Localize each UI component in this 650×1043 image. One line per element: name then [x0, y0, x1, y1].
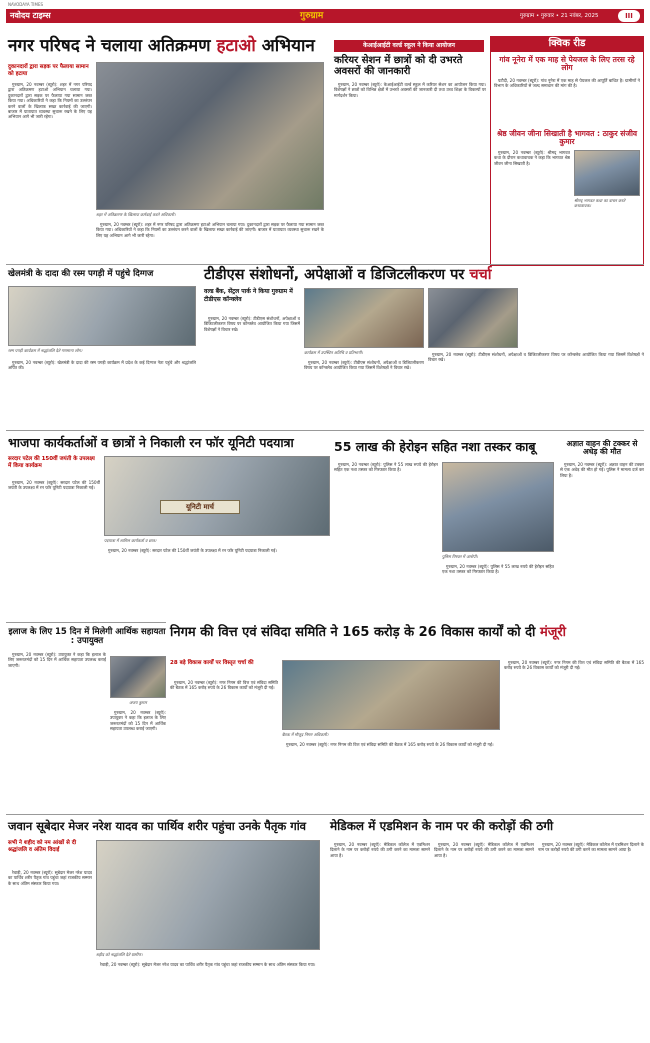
divider-2 [6, 430, 644, 431]
story5-caption: पदयात्रा में शामिल कार्यकर्ता व छात्र। [104, 538, 157, 543]
story3-text: गुरुग्राम, 20 नवम्बर (ब्यूरो): खेलमंत्री के दादा की रस्म पगड़ी कार्यक्रम में प्रदेश के कई दिग्गज नेता पहुंचे और श्रद्धांजलि अर्पित की। [8, 360, 196, 371]
story1-photo [96, 62, 324, 210]
page-number: III [618, 10, 640, 22]
divider-3 [6, 622, 166, 623]
quickread-label: क्विक रीड [490, 36, 644, 52]
story9-subhead: 28 बड़े विकास कार्यों पर विस्तृत चर्चा की [170, 660, 254, 666]
story4-subhead: वल्ड बैंक, सेंट्रल पार्क ने किया गुरुग्राम में टीडीएस कॉन्क्लेव [204, 288, 293, 303]
story9-headline-text: निगम की वित्त एवं संविदा समिति ने 165 करोड़ के 26 विकास कार्यों को दी [170, 625, 536, 640]
story8-text-2: गुरुग्राम, 20 नवम्बर (ब्यूरो): उपायुक्त ने कहा कि इलाज के लिए जरूरतमंदों को 15 दिन में आर्थिक सहायता उपलब्ध कराई जाएगी। [110, 710, 166, 732]
story1-headline-text: नगर परिषद ने चलाया अतिक्रमण [8, 36, 217, 56]
story10-text-2: रेवाड़ी, 20 नवम्बर (ब्यूरो): सूबेदार मेजर नरेश यादव का पार्थिव शरीर पैतृक गांव पहुंचा जहां राजकीय सम्मान के साथ अंतिम संस्कार किया गया। [100, 962, 316, 967]
story5-banner: यूनिटी मार्च [160, 500, 240, 514]
story11-text-3: गुरुग्राम, 20 नवम्बर (ब्यूरो): मेडिकल कॉलेज में एडमिशन दिलाने के नाम पर करोड़ों रुपये की ठगी करने का मामला सामने आया है। [538, 842, 644, 853]
story1-text-cont: गुरुग्राम, 20 नवम्बर (ब्यूरो): शहर में नगर परिषद द्वारा अतिक्रमण हटाओ अभियान चलाया गया। दुकानदारों द्वारा सड़क पर फैलाया गया सामान जब्त किया गया। अधिकारियों ने कहा कि नियमों का उल्लंघन करने वालों के खिलाफ सख्त कार्रवाई की जाएगी। बाजार में यातायात व्यवस्था सुचारू रखने के लिए यह अभियान आगे भी जारी रहेगा। [96, 222, 324, 238]
story10-subhead: सभी ने शहीद को नम आंखों से दी श्रद्धांजलि व अंतिम विदाई [8, 840, 77, 853]
story8-caption: अजय कुमार [129, 700, 147, 705]
story1-text: गुरुग्राम, 20 नवम्बर (ब्यूरो): शहर में नगर परिषद द्वारा अतिक्रमण हटाओ अभियान चलाया गया। दुकानदारों द्वारा सड़क पर फैलाया गया सामान जब्त किया गया। अधिकारियों ने कहा कि नियमों का उल्लंघन करने वालों के खिलाफ सख्त कार्रवाई की जाएगी। बाजार में यातायात व्यवस्था सुचारू रखने के लिए यह अभियान आगे भी जारी रहेगा। [8, 82, 92, 120]
story1-headline-rest: अभियान [255, 36, 315, 56]
story4-headline-red: चर्चा [469, 267, 492, 283]
story10-photo [96, 840, 320, 950]
story6-text-2: गुरुग्राम, 20 नवम्बर (ब्यूरो): पुलिस ने 55 लाख रुपये की हेरोइन सहित एक नशा तस्कर को गिरफ्तार किया है। [442, 564, 554, 575]
story3-caption: रस्म पगड़ी कार्यक्रम में श्रद्धांजलि देते गणमान्य लोग। [8, 348, 83, 353]
story2-text: गुरुग्राम, 20 नवम्बर (ब्यूरो): केआईआईटी वर्ल्ड स्कूल में करियर सेशन का आयोजन किया गया। विशेषज्ञों ने छात्रों को विभिन्न क्षेत्रों में उभरते अवसरों की जानकारी दी तथा उच्च शिक्षा के विकल्पों पर मार्गदर्शन किया। [334, 82, 486, 98]
story4-photo-2 [428, 288, 518, 348]
story9-photo [282, 660, 500, 730]
story5-text-2: गुरुग्राम, 20 नवम्बर (ब्यूरो): सरदार पटेल की 150वीं जयंती के उपलक्ष्य में रन फॉर यूनिटी पदयात्रा निकाली गई। [108, 548, 277, 553]
quickread-item2-text: गुरुग्राम, 20 नवम्बर (ब्यूरो): श्रीमद् भागवत कथा के दौरान कथावाचक ने कहा कि भागवत श्रेष्ठ जीवन जीना सिखाती है। [494, 150, 570, 166]
story11-text-2: गुरुग्राम, 20 नवम्बर (ब्यूरो): मेडिकल कॉलेज में एडमिशन दिलाने के नाम पर करोड़ों रुपये की ठगी करने का मामला सामने आया है। [434, 842, 534, 858]
story4-caption: कार्यक्रम में उपस्थित अतिथि व प्रतिभागी। [304, 350, 363, 355]
story4-text-2: गुरुग्राम, 20 नवम्बर (ब्यूरो): टीडीएस संशोधनों, अपेक्षाओं व डिजिटलीकरण विषय पर कॉन्क्लेव आयोजित किया गया जिसमें विशेषज्ञों ने विचार रखे। [304, 360, 424, 371]
story9-text: गुरुग्राम, 20 नवम्बर (ब्यूरो): नगर निगम की वित्त एवं संविदा समिति की बैठक में 165 करोड़ रुपये के 26 विकास कार्यों को मंजूरी दी गई। [170, 680, 278, 691]
story6-text: गुरुग्राम, 20 नवम्बर (ब्यूरो): पुलिस ने 55 लाख रुपये की हेरोइन सहित एक नशा तस्कर को गिरफ्तार किया है। [334, 462, 438, 473]
story9-text-3: गुरुग्राम, 20 नवम्बर (ब्यूरो): नगर निगम की वित्त एवं संविदा समिति की बैठक में 165 करोड़ रुपये के 26 विकास कार्यों को मंजूरी दी गई। [504, 660, 644, 671]
story4-text: गुरुग्राम, 20 नवम्बर (ब्यूरो): टीडीएस संशोधनों, अपेक्षाओं व डिजिटलीकरण विषय पर कॉन्क्लेव आयोजित किया गया जिसमें विशेषज्ञों ने विचार रखे। [204, 316, 300, 332]
quickread-item1-text: पटौदी, 20 नवम्बर (ब्यूरो): गांव नूनेरा में एक माह से पेयजल की आपूर्ति बाधित है। ग्रामीणों ने विभाग के अधिकारियों से जल्द समाधान की मांग की है। [494, 78, 640, 89]
divider-1 [6, 264, 644, 265]
story7-text: गुरुग्राम, 20 नवम्बर (ब्यूरो): अज्ञात वाहन की टक्कर से एक अधेड़ की मौत हो गई। पुलिस ने मामला दर्ज कर लिया है। [560, 462, 644, 478]
story10-text: रेवाड़ी, 20 नवम्बर (ब्यूरो): सूबेदार मेजर नरेश यादव का पार्थिव शरीर पैतृक गांव पहुंचा जहां राजकीय सम्मान के साथ अंतिम संस्कार किया गया। [8, 870, 92, 886]
story4-photo [304, 288, 424, 348]
story8-text: गुरुग्राम, 20 नवम्बर (ब्यूरो): उपायुक्त ने कहा कि इलाज के लिए जरूरतमंदों को 15 दिन में आर्थिक सहायता उपलब्ध कराई जाएगी। [8, 652, 106, 668]
story1-caption: शहर में अतिक्रमण के खिलाफ कार्रवाई करते अधिकारी। [96, 212, 176, 217]
story9-headline [170, 626, 644, 640]
story1-headline [8, 38, 323, 56]
story7-headline: अज्ञात वाहन की टक्कर से अधेड़ की मौत [566, 439, 638, 456]
story11-headline: मेडिकल में एडमिशन के नाम पर की करोड़ों की ठगी [330, 819, 554, 833]
date-line: गुरुग्राम • गुरुवार • 21 नवंबर, 2025 [520, 13, 599, 19]
story11-text: गुरुग्राम, 20 नवम्बर (ब्यूरो): मेडिकल कॉलेज में एडमिशन दिलाने के नाम पर करोड़ों रुपये की ठगी करने का मामला सामने आया है। [330, 842, 430, 858]
story8-photo [110, 656, 166, 698]
story4-text-3: गुरुग्राम, 20 नवम्बर (ब्यूरो): टीडीएस संशोधनों, अपेक्षाओं व डिजिटलीकरण विषय पर कॉन्क्लेव आयोजित किया गया जिसमें विशेषज्ञों ने विचार रखे। [428, 352, 644, 363]
story5-photo [104, 456, 330, 536]
story5-text: गुरुग्राम, 20 नवम्बर (ब्यूरो): सरदार पटेल की 150वीं जयंती के उपलक्ष्य में रन फॉर यूनिटी पदयात्रा निकाली गई। [8, 480, 100, 491]
story6-photo [442, 462, 554, 552]
story9-text-2: गुरुग्राम, 20 नवम्बर (ब्यूरो): नगर निगम की वित्त एवं संविदा समिति की बैठक में 165 करोड़ रुपये के 26 विकास कार्यों को मंजूरी दी गई। [286, 742, 494, 747]
story1-subhead: दुकानदारों द्वारा सड़क पर फैलाया सामान को हटाया [8, 64, 89, 77]
story3-photo [8, 286, 196, 346]
section-title: गुरुग्राम [300, 11, 324, 21]
masthead-small: NAVODAYA TIMES [8, 2, 44, 7]
story6-caption: पुलिस गिरफ्त में आरोपी। [442, 554, 478, 559]
story8-headline: इलाज के लिए 15 दिन में मिलेगी आर्थिक सहायता : उपायुक्त [8, 627, 166, 646]
story9-headline-red: मंजूरी [539, 625, 567, 640]
story2-headline: करियर सेशन में छात्रों को दी उभरते अवसरों की जानकारी [334, 55, 463, 77]
divider-4 [6, 814, 644, 815]
story10-headline: जवान सूबेदार मेजर नरेश यादव का पार्थिव शरीर पहुंचा उनके पैतृक गांव [8, 819, 307, 833]
story3-headline: खेलमंत्री के दादा की रस्म पगड़ी में पहुंचे दिग्गज [8, 269, 154, 279]
story4-headline-text: टीडीएस संशोधनों, अपेक्षाओं व डिजिटलीकरण पर [204, 267, 465, 283]
story9-caption: बैठक में मौजूद निगम अधिकारी। [282, 732, 329, 737]
quickread-item1-headline: गांव नूनेरा में एक माह से पेयजल के लिए तरस रहे लोग [499, 55, 635, 72]
brand-label: नवोदय टाइम्स [10, 11, 51, 20]
quickread-item2-headline: श्रेष्ठ जीवन जीना सिखाती है भागवत : ठाकुर संजीव कुमार [496, 129, 638, 146]
quickread-item2-photo [574, 150, 640, 196]
story5-headline: भाजपा कार्यकर्ताओं व छात्रों ने निकाली रन फॉर यूनिटी पदयात्रा [8, 435, 294, 450]
story1-headline-highlight: हटाओ [216, 36, 256, 56]
story4-headline [204, 268, 644, 283]
story10-caption: शहीद को श्रद्धांजलि देते ग्रामीण। [96, 952, 143, 957]
story6-headline: 55 लाख की हेरोइन सहित नशा तस्कर काबू [334, 439, 536, 454]
story5-subhead: सरदार पटेल की 150वीं जयंती के उपलक्ष्य में किया कार्यक्रम [8, 456, 95, 469]
story2-kicker: केआईआईटी वर्ल्ड स्कूल ने किया आयोजन [334, 40, 484, 52]
quickread-item2-caption: श्रीमद् भागवत कथा का वाचन करते कथावाचक। [574, 198, 626, 208]
